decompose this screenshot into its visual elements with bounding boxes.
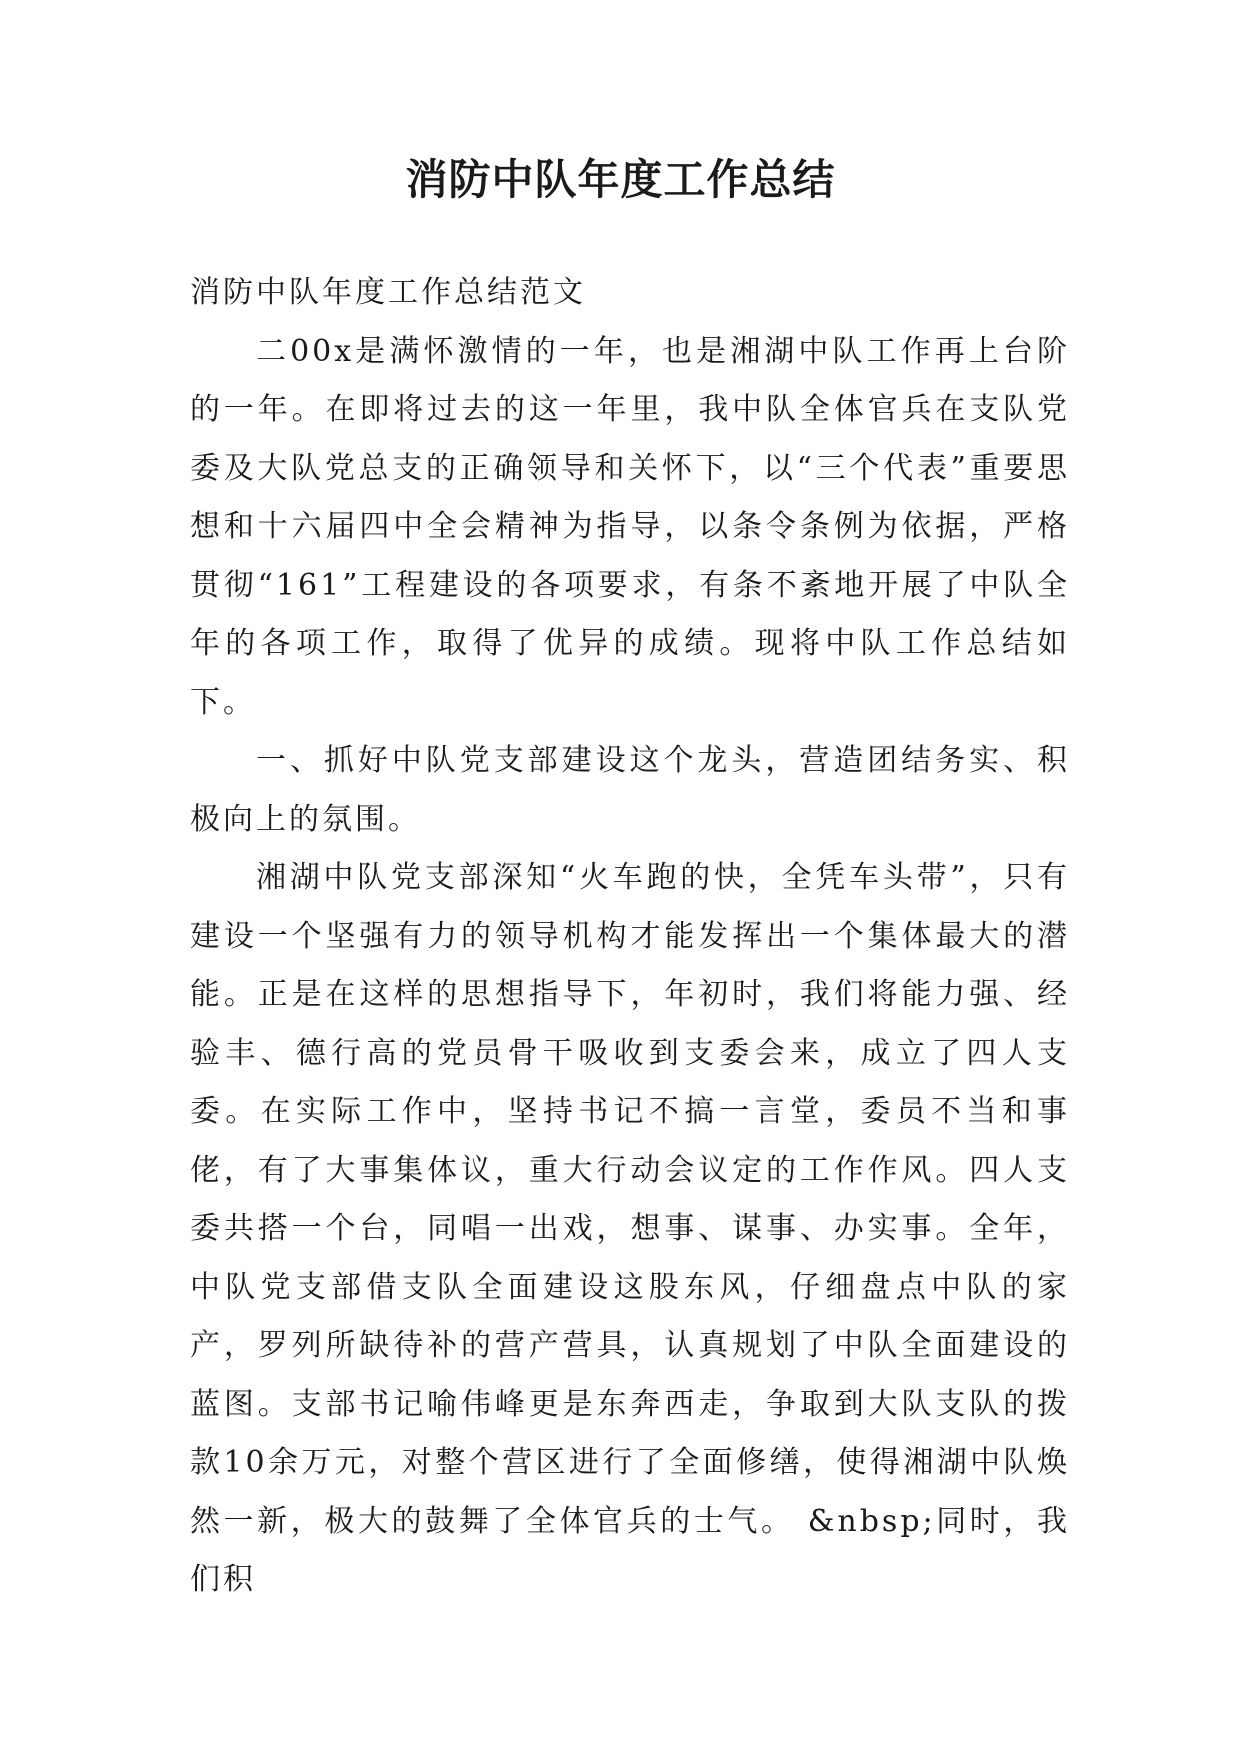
subtitle-paragraph: 消防中队年度工作总结范文 xyxy=(190,275,586,310)
section-1-paragraph: 湘湖中队党支部深知“火车跑的快，全凭车头带”，只有建设一个坚强有力的领导机构才能发挥出一个集体最大的潜能。正是在这样的思想指导下，年初时，我们将能力强、经验丰、德行高的党员骨干吸收到支委会来，成立了四人支委。在实际工作中，坚持书记不搞一言堂，委员不当和事佬，有了大事集体议，重大行动会议定的工作作风。四人支委共搭一个台，同唱一出戏，想事、谋事、办实事。全年，中队党支部借支队全面建设这股东风，仔细盘点中队的家产，罗列所缺待补的营产营具，认真规划了中队全面建设的蓝图。支部书记喻伟峰更是东奔西走，争取到大队支队的拨款10余万元，对整个营区进行了全面修缮，使得湘湖中队焕然一新，极大的鼓舞了全体官兵的士气。 &nbsp;同时，我们积 xyxy=(190,860,1070,1597)
intro-paragraph: 二00x是满怀激情的一年，也是湘湖中队工作再上台阶的一年。在即将过去的这一年里，我中队全体官兵在支队党委及大队党总支的正确领导和关怀下，以“三个代表”重要思想和十六届四中全会精神为指导，以条令条例为依据，严格贯彻“161”工程建设的各项要求，有条不紊地开展了中队全年的各项工作，取得了优异的成绩。现将中队工作总结如下。 xyxy=(190,333,1070,720)
document-title: 消防中队年度工作总结 xyxy=(405,155,836,204)
section-heading-1: 一、抓好中队党支部建设这个龙头，营造团结务实、积极向上的氛围。 xyxy=(190,743,1070,837)
document-body xyxy=(190,264,1070,1610)
